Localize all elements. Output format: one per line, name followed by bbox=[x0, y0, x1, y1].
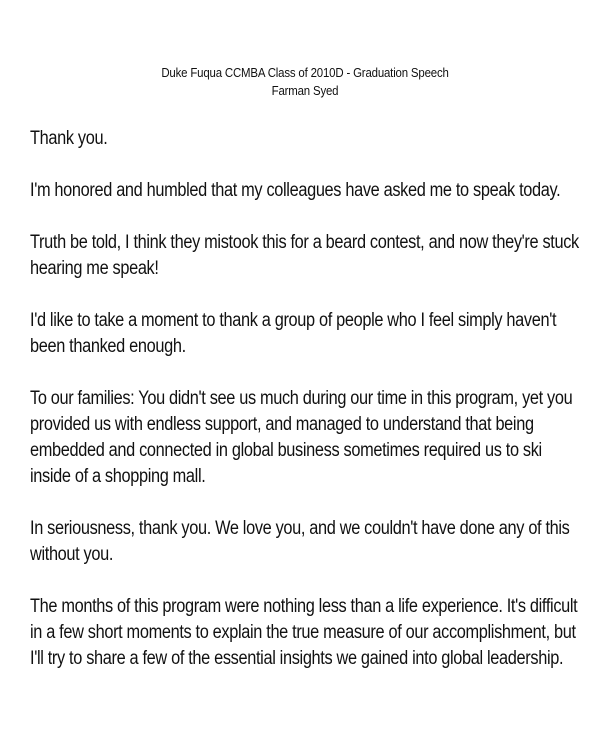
speech-body bbox=[30, 126, 580, 672]
paragraph-thank-you: Thank you. bbox=[30, 128, 108, 149]
document-header bbox=[63, 64, 547, 100]
paragraph-seriousness: In seriousness, thank you. We love you, and we couldn't have done any of this without you. bbox=[30, 518, 570, 565]
paragraph-months: The months of this program were nothing less than a life experience. It's difficult in a few short moments to explain the true measure of our accomplishment, but I'll try to share a few of the essential insights we gained into global leadership. bbox=[30, 596, 578, 669]
speaker-name: Farman Syed bbox=[271, 83, 339, 98]
paragraph-families: To our families: You didn't see us much during our time in this program, yet you provided us with endless support, and managed to understand that being embedded and connected in global business sometimes required us to ski inside of a shopping mall. bbox=[30, 388, 573, 487]
speech-title: Duke Fuqua CCMBA Class of 2010D - Graduation Speech bbox=[161, 65, 449, 80]
paragraph-honored: I'm honored and humbled that my colleagues have asked me to speak today. bbox=[30, 180, 561, 201]
paragraph-beard-contest: Truth be told, I think they mistook this for a beard contest, and now they're stuck hearing me speak! bbox=[30, 232, 579, 279]
paragraph-thank-group: I'd like to take a moment to thank a group of people who I feel simply haven't been thanked enough. bbox=[30, 310, 557, 357]
